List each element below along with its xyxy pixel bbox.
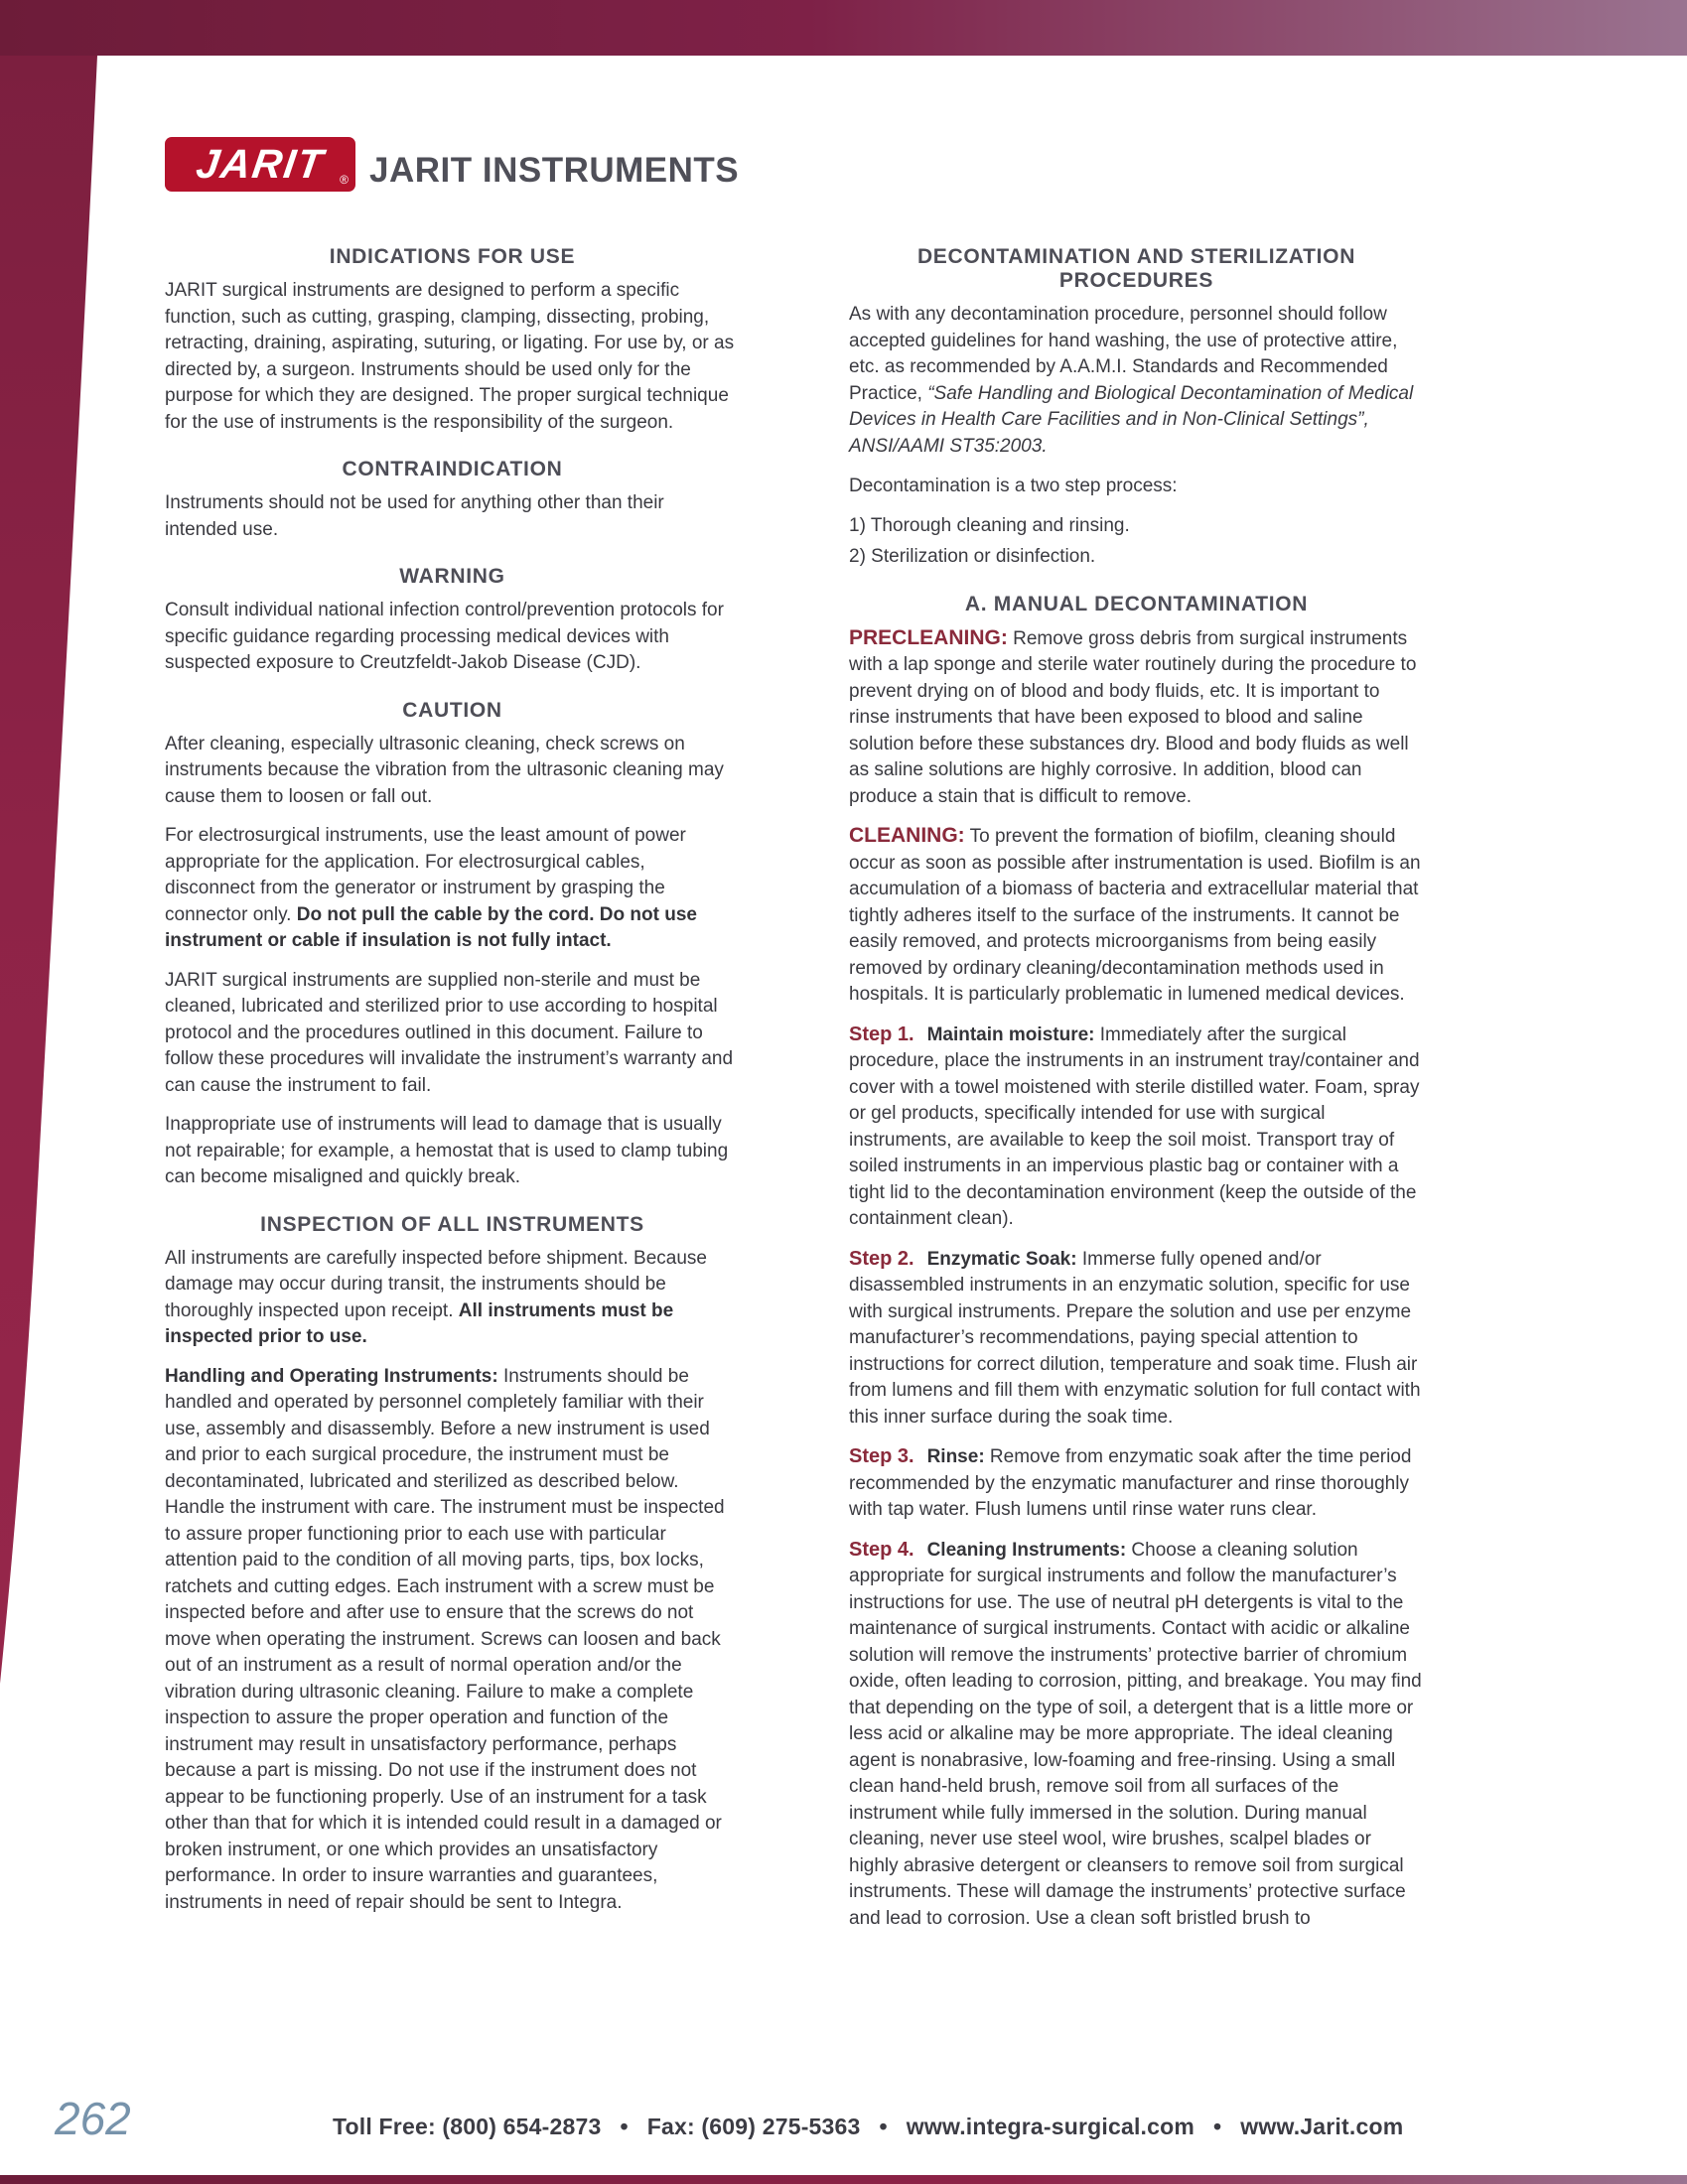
page-number: 262	[55, 2093, 131, 2144]
heading-contraindication: CONTRAINDICATION	[342, 458, 563, 480]
heading-indications-for-use: INDICATIONS FOR USE	[329, 245, 576, 268]
jarit-logo	[165, 137, 355, 192]
step-3-label: Rinse:	[926, 1446, 985, 1467]
step-3-text: Remove from enzymatic soak after the time period recommended by the enzymatic manufacturer and rinse thoroughly with tap water. Flush lumens until rinse water runs clear.	[849, 1446, 1412, 1520]
step-list-item-2: 2) Sterilization or disinfection.	[849, 546, 1096, 567]
step-4-text: Choose a cleaning solution appropriate for surgical instruments and follow the manufacturer’s instructions for use. The use of neutral pH detergents is vital to the maintenance of surgical instruments. Contact with acidic or alkaline solution will remove the instruments’ protective barrier of chromium oxide, often leading to corrosion, pitting, and breakage. You may find that depending on the type of soil, a detergent that is a little more or less acid or alkaline may be more appropriate. The ideal cleaning agent is nonabrasive, low-foaming and free-rinsing. Using a small clean hand-held brush, remove soil from all surfaces of the instrument while fully immersed in the solution. During manual cleaning, never use steel wool, wire brushes, scalpel blades or highly abrasive detergent or cleansers to remove soil from surgical instruments. These will damage the instruments’ protective surface and lead to corrosion. Use a clean soft bristled brush to	[849, 1539, 1422, 1929]
decontamination-paragraph-text: As with any decontamination procedure, personnel should follow accepted guidelines for hand washing, the use of protective attire, etc. as recommended by A.A.M.I. Standards and Recommended Practice,	[849, 304, 1398, 404]
step-1-paragraph	[849, 1022, 1424, 1233]
caution-paragraph-4: Inappropriate use of instruments will lead to damage that is usually not repairable; for example, a hemostat that is used to clamp tubing can become misaligned and quickly break.	[165, 1114, 729, 1187]
top-gradient-band	[0, 0, 1687, 56]
handling-paragraph-text: Instruments should be handled and operated by personnel completely familiar with their use, assembly and disassembly. Before a new instrument is used and prior to each surgical procedure, the instrument must be decontaminated, lubricated and sterilized as described below. Handle the instrument with care. The instrument must be inspected to assure proper functioning prior to each use with particular attention paid to the condition of all moving parts, tips, box locks, ratchets and cutting edges. Each instrument with a screw must be inspected before and after use to ensure that the screws do not move when operating the instrument. Screws can loosen and back out of an instrument as a result of normal operation and/or the vibration during ultrasonic cleaning. Failure to make a complete inspection to assure the proper operation and function of the instrument may result in unsatisfactory performance, perhaps because a part is missing. Do not use if the instrument does not appear to be functioning properly. Use of an instrument for a task other than that for which it is intended could result in a damaged or broken instrument, or one which provides an unsatisfactory performance. In order to insure warranties and guarantees, instruments in need of repair should be sent to Integra.	[165, 1365, 725, 1913]
brand-header	[165, 137, 739, 192]
left-swoosh-graphic	[0, 56, 109, 2175]
jarit-logo-text: JARIT	[193, 141, 328, 187]
step-2-label: Enzymatic Soak:	[926, 1248, 1077, 1270]
footer-separator-1: •	[620, 2114, 629, 2139]
indications-paragraph: JARIT surgical instruments are designed to perform a specific function, such as cutting, grasping, clamping, dissecting, probing, retracting, draining, aspirating, suturing, or ligating. For use by, or as directed by, a surgeon. Instruments should be used only for the purpose for which they are designed. The proper surgical technique for the use of instruments is the responsibility of the surgeon.	[165, 280, 735, 433]
right-column	[849, 243, 1424, 1945]
footer-separator-2: •	[879, 2114, 888, 2139]
step-4-paragraph	[849, 1537, 1424, 1933]
cleaning-label: CLEANING:	[849, 824, 965, 847]
step-1-number: Step 1.	[849, 1023, 914, 1045]
step-3-number: Step 3.	[849, 1445, 914, 1467]
footer-website-integra: www.integra-surgical.com	[906, 2114, 1195, 2139]
footer-toll-free: Toll Free: (800) 654-2873	[333, 2114, 602, 2139]
caution-paragraph-2-bold: Do not pull the cable by the cord. Do not use instrument or cable if insulation is not fully intact.	[165, 903, 697, 951]
precleaning-label: PRECLEANING:	[849, 625, 1008, 649]
step-4-number: Step 4.	[849, 1538, 914, 1561]
heading-decontamination: DECONTAMINATION AND STERILIZATION PROCEDURES	[916, 245, 1356, 292]
contraindication-paragraph: Instruments should not be used for anything other than their intended use.	[165, 492, 664, 540]
step-1-label: Maintain moisture:	[926, 1024, 1095, 1045]
caution-paragraph-2	[165, 823, 740, 955]
footer-separator-3: •	[1213, 2114, 1222, 2139]
two-step-subheading: Decontamination is a two step process:	[849, 476, 1178, 496]
inspection-paragraph-text: All instruments are carefully inspected before shipment. Because damage may occur during transit, the instruments should be thoroughly inspected upon receipt.	[165, 1247, 707, 1321]
step-3-paragraph	[849, 1443, 1424, 1524]
footer-fax: Fax: (609) 275-5363	[646, 2114, 861, 2139]
cleaning-text: To prevent the formation of biofilm, cleaning should occur as soon as possible after instrumentation is used. Biofilm is an accumulation of a biomass of bacteria and extracellular material that tightly adheres itself to the surface of the instruments. It cannot be easily removed, and protects microorganisms from being easily removed by ordinary cleaning/decontamination methods used in hospitals. It is particularly problematic in lumened medical devices.	[849, 826, 1421, 1005]
decontamination-paragraph	[849, 302, 1424, 460]
inspection-paragraph-bold: All instruments must be inspected prior to use.	[165, 1299, 674, 1347]
two-column-body	[165, 243, 1424, 1945]
left-column	[165, 243, 740, 1945]
heading-warning: WARNING	[399, 565, 505, 588]
handling-paragraph	[165, 1364, 740, 1917]
step-2-text: Immerse fully opened and/or disassembled instruments in an enzymatic solution, specific for use with surgical instruments. Prepare the solution and use per enzyme manufacturer’s recommendations, paying special attention to instructions for correct dilution, temperature and soak time. Flush air from lumens and fill them with enzymatic solution for full contact with this inner surface during the soak time.	[849, 1248, 1421, 1428]
step-1-text: Immediately after the surgical procedure, place the instruments in an instrument tray/container and cover with a towel moistened with sterile distilled water. Foam, spray or gel products, specifically intended for use with surgical instruments, are available to keep the soil moist. Transport tray of soiled instruments in an impervious plastic bag or container with a tight lid to the decontamination environment (keep the outside of the containment clean).	[849, 1024, 1420, 1229]
inspection-paragraph	[165, 1246, 740, 1351]
cleaning-paragraph	[849, 823, 1424, 1009]
page-title: JARIT INSTRUMENTS	[369, 150, 740, 190]
step-2-number: Step 2.	[849, 1247, 914, 1270]
precleaning-text: Remove gross debris from surgical instruments with a lap sponge and sterile water routinely during the procedure to prevent drying on of blood and body fluids, etc. It is important to rinse instruments that have been exposed to blood and saline solution before these substances dry. Blood and body fluids as well as saline solutions are highly corrosive. In addition, blood can produce a stain that is difficult to remove.	[849, 627, 1417, 807]
decontamination-citation: “Safe Handling and Biological Decontamination of Medical Devices in Health Care Facilities and in Non-Clinical Settings”, ANSI/AAMI ST35:2003.	[849, 382, 1414, 457]
footer-contact-line	[333, 2114, 1403, 2140]
bottom-band	[0, 2175, 1687, 2184]
step-4-label: Cleaning Instruments:	[926, 1539, 1127, 1561]
handling-paragraph-lead: Handling and Operating Instruments:	[165, 1365, 498, 1387]
step-list-item-1: 1) Thorough cleaning and rinsing.	[849, 514, 1130, 536]
caution-paragraph-2-text: For electrosurgical instruments, use the least amount of power appropriate for the application. For electrosurgical cables, disconnect from the generator or instrument by grasping the connector only.	[165, 825, 686, 925]
warning-paragraph: Consult individual national infection control/prevention protocols for specific guidance regarding processing medical devices with suspected exposure to Creutzfeldt-Jakob Disease (CJD).	[165, 600, 724, 673]
caution-paragraph-1: After cleaning, especially ultrasonic cleaning, check screws on instruments because the vibration from the ultrasonic cleaning may cause them to loosen or fall out.	[165, 733, 724, 807]
heading-inspection: INSPECTION OF ALL INSTRUMENTS	[260, 1212, 644, 1236]
caution-paragraph-3: JARIT surgical instruments are supplied non-sterile and must be cleaned, lubricated and sterilized prior to use according to hospital protocol and the procedures outlined in this document. Failure to follow these procedures will invalidate the instrument’s warranty and can cause the instrument to fail.	[165, 969, 734, 1096]
precleaning-paragraph	[849, 625, 1424, 811]
step-2-paragraph	[849, 1246, 1424, 1432]
registered-mark-icon: ®	[340, 173, 349, 187]
footer-website-jarit: www.Jarit.com	[1240, 2114, 1404, 2139]
heading-manual-decontamination: A. MANUAL DECONTAMINATION	[964, 592, 1309, 615]
heading-caution: CAUTION	[402, 698, 502, 722]
